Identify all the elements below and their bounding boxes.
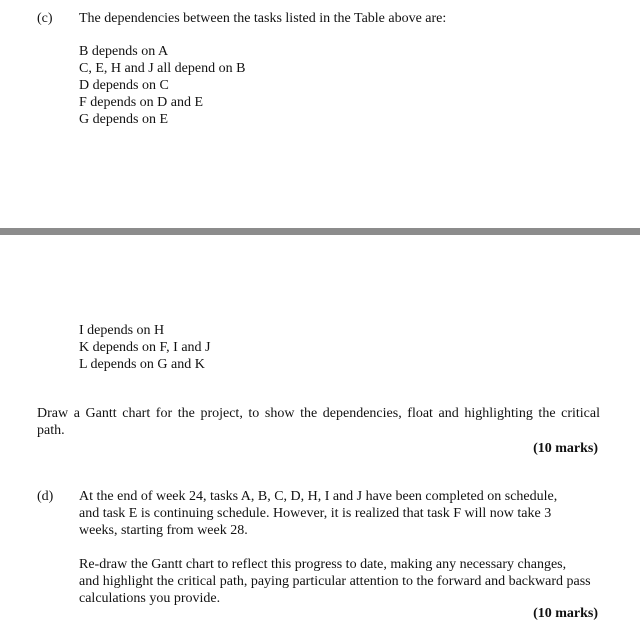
dependency-item: K depends on F, I and J [79, 340, 211, 355]
part-c-label: (c) [37, 11, 53, 26]
dependency-item: L depends on G and K [79, 357, 205, 372]
dependency-list-page1 [79, 43, 245, 128]
part-d-paragraph-1 [79, 488, 600, 539]
paragraph-line: At the end of week 24, tasks A, B, C, D, H, I and J have been completed on schedule, [79, 489, 558, 504]
dependency-item: B depends on A [79, 44, 169, 59]
dependency-item: G depends on E [79, 112, 169, 127]
dependency-item: F depends on D and E [79, 95, 204, 110]
dependency-item: D depends on C [79, 78, 169, 93]
paragraph-line: weeks, starting from week 28. [79, 523, 248, 538]
dependency-list-page2 [79, 322, 210, 373]
instruction-line2: path. [37, 423, 65, 438]
paragraph-line: and highlight the critical path, paying particular attention to the forward and backward pass [79, 574, 591, 589]
paragraph-line: Re-draw the Gantt chart to reflect this progress to date, making any necessary changes, [79, 557, 567, 572]
dependency-item: C, E, H and J all depend on B [79, 61, 246, 76]
part-d-paragraph-2 [79, 556, 600, 607]
part-d-label: (d) [37, 489, 54, 504]
part-c-marks: (10 marks) [533, 441, 598, 456]
dependency-item: I depends on H [79, 323, 165, 338]
page-divider [0, 228, 640, 235]
instruction-line1: Draw a Gantt chart for the project, to show the dependencies, float and highlighting the critical [37, 406, 600, 421]
paragraph-line: calculations you provide. [79, 591, 221, 606]
part-c-intro: The dependencies between the tasks listed in the Table above are: [79, 11, 447, 26]
part-d-marks: (10 marks) [533, 606, 598, 621]
paragraph-line: and task E is continuing schedule. However, it is realized that task F will now take 3 [79, 506, 552, 521]
